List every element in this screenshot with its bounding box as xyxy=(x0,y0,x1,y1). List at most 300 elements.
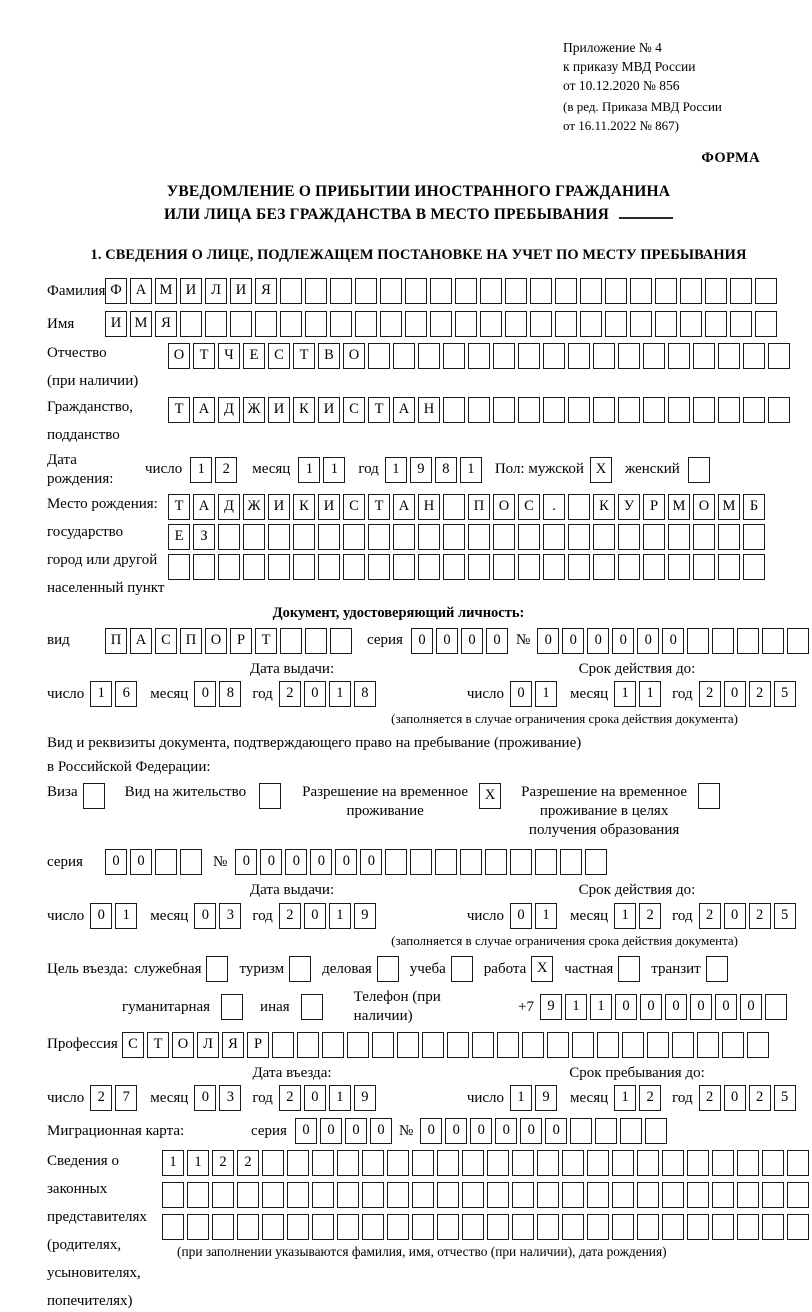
char-box[interactable] xyxy=(612,1214,634,1240)
char-box[interactable] xyxy=(355,278,377,304)
char-box[interactable]: Т xyxy=(368,494,390,520)
char-box[interactable] xyxy=(287,1214,309,1240)
char-box[interactable]: Н xyxy=(418,397,440,423)
char-box[interactable] xyxy=(162,1182,184,1208)
char-box[interactable]: 0 xyxy=(724,903,746,929)
char-box[interactable] xyxy=(687,1182,709,1208)
char-box[interactable] xyxy=(205,311,227,337)
char-box[interactable] xyxy=(687,1214,709,1240)
char-box[interactable] xyxy=(787,1214,809,1240)
char-box[interactable]: Л xyxy=(197,1032,219,1058)
char-box[interactable] xyxy=(243,554,265,580)
char-box[interactable]: 2 xyxy=(699,681,721,707)
char-box[interactable] xyxy=(705,311,727,337)
char-box[interactable] xyxy=(587,1214,609,1240)
char-box[interactable] xyxy=(368,524,390,550)
char-box[interactable]: А xyxy=(130,628,152,654)
char-box[interactable] xyxy=(530,311,552,337)
char-box[interactable]: 2 xyxy=(90,1085,112,1111)
char-box[interactable]: С xyxy=(518,494,540,520)
char-box[interactable]: А xyxy=(393,494,415,520)
char-box[interactable] xyxy=(680,311,702,337)
char-box[interactable]: 0 xyxy=(194,903,216,929)
char-box[interactable]: 7 xyxy=(115,1085,137,1111)
char-box[interactable] xyxy=(693,397,715,423)
char-box[interactable] xyxy=(287,1150,309,1176)
char-box[interactable] xyxy=(412,1182,434,1208)
char-box[interactable] xyxy=(662,1150,684,1176)
char-box[interactable] xyxy=(618,343,640,369)
char-box[interactable] xyxy=(587,1150,609,1176)
char-box[interactable] xyxy=(655,278,677,304)
char-box[interactable] xyxy=(537,1182,559,1208)
char-box[interactable] xyxy=(510,849,532,875)
char-box[interactable] xyxy=(393,524,415,550)
char-box[interactable] xyxy=(462,1214,484,1240)
char-box[interactable]: И xyxy=(105,311,127,337)
char-box[interactable]: 0 xyxy=(436,628,458,654)
char-box[interactable]: 1 xyxy=(614,903,636,929)
char-box[interactable]: 1 xyxy=(590,994,612,1020)
char-box[interactable]: 0 xyxy=(510,903,532,929)
char-box[interactable]: 0 xyxy=(260,849,282,875)
char-box[interactable] xyxy=(462,1150,484,1176)
char-box[interactable]: В xyxy=(318,343,340,369)
char-box[interactable] xyxy=(568,524,590,550)
char-box[interactable]: 8 xyxy=(219,681,241,707)
char-box[interactable] xyxy=(755,311,777,337)
char-box[interactable]: 0 xyxy=(310,849,332,875)
char-box[interactable] xyxy=(259,783,281,809)
char-box[interactable]: Я xyxy=(255,278,277,304)
char-box[interactable]: 1 xyxy=(329,1085,351,1111)
char-box[interactable]: 1 xyxy=(565,994,587,1020)
char-box[interactable]: 3 xyxy=(219,1085,241,1111)
char-box[interactable]: О xyxy=(693,494,715,520)
char-box[interactable]: 2 xyxy=(215,457,237,483)
char-box[interactable] xyxy=(472,1032,494,1058)
char-box[interactable]: Е xyxy=(168,524,190,550)
char-box[interactable] xyxy=(237,1182,259,1208)
char-box[interactable] xyxy=(580,278,602,304)
char-box[interactable] xyxy=(655,311,677,337)
char-box[interactable]: 0 xyxy=(662,628,684,654)
char-box[interactable]: А xyxy=(130,278,152,304)
char-box[interactable]: 5 xyxy=(774,903,796,929)
char-box[interactable] xyxy=(547,1032,569,1058)
char-box[interactable] xyxy=(637,1214,659,1240)
char-box[interactable]: С xyxy=(122,1032,144,1058)
char-box[interactable] xyxy=(368,554,390,580)
char-box[interactable] xyxy=(206,956,228,982)
char-box[interactable] xyxy=(380,311,402,337)
char-box[interactable]: 2 xyxy=(749,681,771,707)
char-box[interactable] xyxy=(460,849,482,875)
char-box[interactable] xyxy=(787,628,809,654)
char-box[interactable]: 0 xyxy=(665,994,687,1020)
char-box[interactable]: 0 xyxy=(445,1118,467,1144)
char-box[interactable]: 0 xyxy=(194,681,216,707)
char-box[interactable]: 2 xyxy=(749,1085,771,1111)
char-box[interactable] xyxy=(555,311,577,337)
char-box[interactable]: 9 xyxy=(410,457,432,483)
char-box[interactable] xyxy=(768,343,790,369)
char-box[interactable]: 1 xyxy=(162,1150,184,1176)
char-box[interactable] xyxy=(455,311,477,337)
char-box[interactable]: 9 xyxy=(354,903,376,929)
char-box[interactable] xyxy=(480,278,502,304)
char-box[interactable] xyxy=(230,311,252,337)
char-box[interactable]: П xyxy=(180,628,202,654)
char-box[interactable]: 0 xyxy=(304,1085,326,1111)
char-box[interactable] xyxy=(672,1032,694,1058)
char-box[interactable]: 0 xyxy=(510,681,532,707)
char-box[interactable]: 3 xyxy=(219,903,241,929)
char-box[interactable] xyxy=(668,343,690,369)
char-box[interactable] xyxy=(762,1214,784,1240)
char-box[interactable] xyxy=(337,1182,359,1208)
char-box[interactable]: 2 xyxy=(749,903,771,929)
char-box[interactable] xyxy=(537,1214,559,1240)
char-box[interactable] xyxy=(293,554,315,580)
char-box[interactable] xyxy=(318,524,340,550)
char-box[interactable] xyxy=(305,628,327,654)
char-box[interactable] xyxy=(268,554,290,580)
char-box[interactable]: 8 xyxy=(435,457,457,483)
char-box[interactable]: X xyxy=(479,783,501,809)
char-box[interactable] xyxy=(362,1150,384,1176)
char-box[interactable] xyxy=(272,1032,294,1058)
char-box[interactable] xyxy=(397,1032,419,1058)
char-box[interactable] xyxy=(637,1150,659,1176)
char-box[interactable] xyxy=(468,397,490,423)
char-box[interactable]: Т xyxy=(168,397,190,423)
char-box[interactable] xyxy=(512,1150,534,1176)
char-box[interactable]: 0 xyxy=(495,1118,517,1144)
char-box[interactable]: 0 xyxy=(640,994,662,1020)
char-box[interactable]: З xyxy=(193,524,215,550)
char-box[interactable] xyxy=(168,554,190,580)
char-box[interactable] xyxy=(712,628,734,654)
char-box[interactable] xyxy=(568,494,590,520)
char-box[interactable] xyxy=(330,628,352,654)
char-box[interactable] xyxy=(468,554,490,580)
char-box[interactable] xyxy=(630,311,652,337)
char-box[interactable] xyxy=(737,1182,759,1208)
char-box[interactable]: 0 xyxy=(285,849,307,875)
char-box[interactable]: . xyxy=(543,494,565,520)
char-box[interactable] xyxy=(712,1150,734,1176)
char-box[interactable]: Е xyxy=(243,343,265,369)
char-box[interactable] xyxy=(643,524,665,550)
char-box[interactable]: 0 xyxy=(545,1118,567,1144)
char-box[interactable]: И xyxy=(230,278,252,304)
char-box[interactable]: 0 xyxy=(724,681,746,707)
char-box[interactable] xyxy=(443,524,465,550)
char-box[interactable]: 1 xyxy=(460,457,482,483)
char-box[interactable] xyxy=(83,783,105,809)
char-box[interactable] xyxy=(730,278,752,304)
char-box[interactable]: 0 xyxy=(295,1118,317,1144)
char-box[interactable]: 0 xyxy=(690,994,712,1020)
char-box[interactable]: Т xyxy=(368,397,390,423)
char-box[interactable]: 2 xyxy=(279,1085,301,1111)
char-box[interactable] xyxy=(312,1182,334,1208)
char-box[interactable]: 2 xyxy=(639,1085,661,1111)
char-box[interactable]: 5 xyxy=(774,681,796,707)
char-box[interactable] xyxy=(618,397,640,423)
char-box[interactable]: 0 xyxy=(615,994,637,1020)
char-box[interactable]: 1 xyxy=(535,681,557,707)
char-box[interactable] xyxy=(647,1032,669,1058)
char-box[interactable]: Л xyxy=(205,278,227,304)
title-blank-line[interactable] xyxy=(619,203,673,219)
char-box[interactable] xyxy=(418,554,440,580)
char-box[interactable] xyxy=(412,1214,434,1240)
char-box[interactable] xyxy=(743,397,765,423)
char-box[interactable]: 1 xyxy=(614,681,636,707)
char-box[interactable] xyxy=(362,1214,384,1240)
char-box[interactable]: 1 xyxy=(535,903,557,929)
char-box[interactable]: 1 xyxy=(90,681,112,707)
char-box[interactable] xyxy=(255,311,277,337)
char-box[interactable] xyxy=(362,1182,384,1208)
char-box[interactable] xyxy=(688,457,710,483)
char-box[interactable] xyxy=(747,1032,769,1058)
char-box[interactable] xyxy=(643,554,665,580)
char-box[interactable]: Т xyxy=(147,1032,169,1058)
char-box[interactable] xyxy=(593,524,615,550)
char-box[interactable] xyxy=(743,343,765,369)
char-box[interactable] xyxy=(605,278,627,304)
char-box[interactable] xyxy=(737,628,759,654)
char-box[interactable] xyxy=(289,956,311,982)
char-box[interactable] xyxy=(618,956,640,982)
char-box[interactable] xyxy=(705,278,727,304)
char-box[interactable] xyxy=(180,311,202,337)
char-box[interactable] xyxy=(698,783,720,809)
char-box[interactable] xyxy=(301,994,323,1020)
char-box[interactable] xyxy=(451,956,473,982)
char-box[interactable] xyxy=(570,1118,592,1144)
char-box[interactable] xyxy=(543,397,565,423)
char-box[interactable]: О xyxy=(172,1032,194,1058)
char-box[interactable] xyxy=(787,1150,809,1176)
char-box[interactable]: 2 xyxy=(237,1150,259,1176)
char-box[interactable]: Т xyxy=(255,628,277,654)
char-box[interactable]: 1 xyxy=(329,903,351,929)
char-box[interactable] xyxy=(418,524,440,550)
char-box[interactable] xyxy=(318,554,340,580)
char-box[interactable] xyxy=(737,1150,759,1176)
char-box[interactable] xyxy=(312,1150,334,1176)
char-box[interactable]: Ф xyxy=(105,278,127,304)
char-box[interactable]: О xyxy=(493,494,515,520)
char-box[interactable]: 2 xyxy=(639,903,661,929)
char-box[interactable]: 1 xyxy=(385,457,407,483)
char-box[interactable] xyxy=(743,524,765,550)
char-box[interactable]: П xyxy=(468,494,490,520)
char-box[interactable] xyxy=(755,278,777,304)
char-box[interactable] xyxy=(355,311,377,337)
char-box[interactable] xyxy=(522,1032,544,1058)
char-box[interactable] xyxy=(568,554,590,580)
char-box[interactable]: Ж xyxy=(243,494,265,520)
char-box[interactable]: С xyxy=(268,343,290,369)
char-box[interactable]: Я xyxy=(222,1032,244,1058)
char-box[interactable] xyxy=(443,494,465,520)
char-box[interactable] xyxy=(480,311,502,337)
char-box[interactable]: П xyxy=(105,628,127,654)
char-box[interactable] xyxy=(493,397,515,423)
char-box[interactable] xyxy=(762,628,784,654)
char-box[interactable]: 9 xyxy=(540,994,562,1020)
char-box[interactable]: О xyxy=(205,628,227,654)
char-box[interactable]: А xyxy=(393,397,415,423)
char-box[interactable] xyxy=(305,278,327,304)
char-box[interactable]: 0 xyxy=(370,1118,392,1144)
char-box[interactable] xyxy=(180,849,202,875)
char-box[interactable] xyxy=(372,1032,394,1058)
char-box[interactable] xyxy=(347,1032,369,1058)
char-box[interactable] xyxy=(560,849,582,875)
char-box[interactable]: 0 xyxy=(612,628,634,654)
char-box[interactable]: 1 xyxy=(510,1085,532,1111)
char-box[interactable] xyxy=(680,278,702,304)
char-box[interactable] xyxy=(645,1118,667,1144)
char-box[interactable] xyxy=(337,1150,359,1176)
char-box[interactable]: И xyxy=(180,278,202,304)
char-box[interactable]: 1 xyxy=(190,457,212,483)
char-box[interactable]: М xyxy=(130,311,152,337)
char-box[interactable]: 0 xyxy=(304,903,326,929)
char-box[interactable]: 0 xyxy=(194,1085,216,1111)
char-box[interactable] xyxy=(643,397,665,423)
char-box[interactable]: К xyxy=(293,397,315,423)
char-box[interactable] xyxy=(218,554,240,580)
char-box[interactable] xyxy=(468,524,490,550)
char-box[interactable]: 0 xyxy=(304,681,326,707)
char-box[interactable] xyxy=(293,524,315,550)
char-box[interactable] xyxy=(330,311,352,337)
char-box[interactable] xyxy=(437,1214,459,1240)
char-box[interactable] xyxy=(493,343,515,369)
char-box[interactable] xyxy=(187,1214,209,1240)
char-box[interactable]: 0 xyxy=(715,994,737,1020)
char-box[interactable]: С xyxy=(155,628,177,654)
char-box[interactable]: Р xyxy=(247,1032,269,1058)
char-box[interactable] xyxy=(221,994,243,1020)
char-box[interactable]: 0 xyxy=(411,628,433,654)
char-box[interactable]: 0 xyxy=(320,1118,342,1144)
char-box[interactable] xyxy=(393,343,415,369)
char-box[interactable] xyxy=(643,343,665,369)
char-box[interactable] xyxy=(605,311,627,337)
char-box[interactable] xyxy=(297,1032,319,1058)
char-box[interactable] xyxy=(572,1032,594,1058)
char-box[interactable] xyxy=(193,554,215,580)
char-box[interactable] xyxy=(322,1032,344,1058)
char-box[interactable] xyxy=(393,554,415,580)
char-box[interactable]: 2 xyxy=(279,681,301,707)
char-box[interactable] xyxy=(487,1182,509,1208)
char-box[interactable]: И xyxy=(318,494,340,520)
char-box[interactable] xyxy=(487,1214,509,1240)
char-box[interactable]: 1 xyxy=(329,681,351,707)
char-box[interactable] xyxy=(280,311,302,337)
char-box[interactable]: 0 xyxy=(461,628,483,654)
char-box[interactable] xyxy=(262,1182,284,1208)
char-box[interactable]: 0 xyxy=(345,1118,367,1144)
char-box[interactable]: 0 xyxy=(360,849,382,875)
char-box[interactable] xyxy=(512,1214,534,1240)
char-box[interactable] xyxy=(337,1214,359,1240)
char-box[interactable] xyxy=(410,849,432,875)
char-box[interactable] xyxy=(268,524,290,550)
char-box[interactable]: 2 xyxy=(699,903,721,929)
char-box[interactable] xyxy=(693,343,715,369)
char-box[interactable] xyxy=(385,849,407,875)
char-box[interactable]: 1 xyxy=(614,1085,636,1111)
char-box[interactable] xyxy=(387,1214,409,1240)
char-box[interactable]: 1 xyxy=(298,457,320,483)
char-box[interactable] xyxy=(562,1150,584,1176)
char-box[interactable]: М xyxy=(718,494,740,520)
char-box[interactable] xyxy=(412,1150,434,1176)
char-box[interactable]: И xyxy=(318,397,340,423)
char-box[interactable] xyxy=(447,1032,469,1058)
char-box[interactable]: С xyxy=(343,397,365,423)
char-box[interactable]: Ч xyxy=(218,343,240,369)
char-box[interactable]: Я xyxy=(155,311,177,337)
char-box[interactable] xyxy=(212,1182,234,1208)
char-box[interactable] xyxy=(543,554,565,580)
char-box[interactable]: 2 xyxy=(279,903,301,929)
char-box[interactable]: И xyxy=(268,397,290,423)
char-box[interactable] xyxy=(430,278,452,304)
char-box[interactable]: 0 xyxy=(105,849,127,875)
char-box[interactable]: М xyxy=(155,278,177,304)
char-box[interactable]: 9 xyxy=(535,1085,557,1111)
char-box[interactable]: 0 xyxy=(130,849,152,875)
char-box[interactable] xyxy=(518,554,540,580)
char-box[interactable] xyxy=(662,1214,684,1240)
char-box[interactable] xyxy=(593,343,615,369)
char-box[interactable] xyxy=(568,397,590,423)
char-box[interactable] xyxy=(722,1032,744,1058)
char-box[interactable] xyxy=(668,524,690,550)
char-box[interactable] xyxy=(668,397,690,423)
char-box[interactable] xyxy=(787,1182,809,1208)
char-box[interactable] xyxy=(730,311,752,337)
char-box[interactable] xyxy=(535,849,557,875)
char-box[interactable] xyxy=(668,554,690,580)
char-box[interactable]: X xyxy=(531,956,553,982)
char-box[interactable] xyxy=(437,1150,459,1176)
char-box[interactable] xyxy=(562,1214,584,1240)
char-box[interactable] xyxy=(497,1032,519,1058)
char-box[interactable] xyxy=(287,1182,309,1208)
char-box[interactable] xyxy=(387,1182,409,1208)
char-box[interactable] xyxy=(618,524,640,550)
char-box[interactable]: 6 xyxy=(115,681,137,707)
char-box[interactable] xyxy=(377,956,399,982)
char-box[interactable]: Т xyxy=(193,343,215,369)
char-box[interactable]: О xyxy=(168,343,190,369)
char-box[interactable]: 1 xyxy=(187,1150,209,1176)
char-box[interactable] xyxy=(343,554,365,580)
char-box[interactable]: 5 xyxy=(774,1085,796,1111)
